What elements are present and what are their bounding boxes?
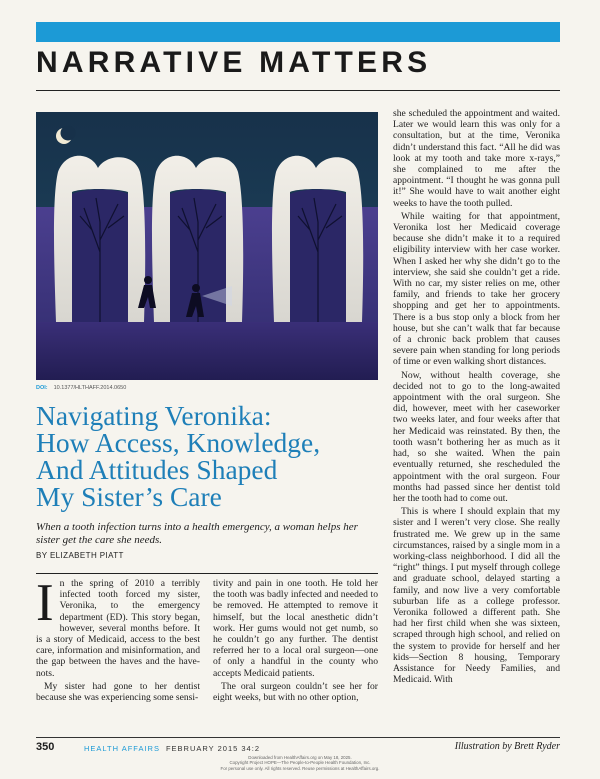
article-illustration — [36, 112, 378, 380]
paragraph: The oral surgeon couldn’t see her for eight weeks, but with no other option, — [213, 680, 378, 704]
byline-divider — [36, 573, 378, 574]
title-line: Navigating Veronika: — [36, 400, 272, 431]
copyright-notice: Copyright Project HOPE—The People-to-People Health Foundation, Inc. — [229, 760, 371, 765]
paragraph: tivity and pain in one tooth. He told her the tooth was badly infected and needed to be removed. He attempted to remove it himself, but the local anesthetic didn’t work. Her gums would not get numb, so he couldn’t go any further. The dentist referred her to a local oral surgeon—one of only a handful in the county who accepts Medicaid patients. — [213, 578, 378, 679]
title-line: My Sister’s Care — [36, 481, 222, 512]
column-3 — [393, 108, 560, 687]
paragraph: In the spring of 2010 a terribly infected tooth forced my sister, Veronika, to the emergency department (ED). This story began, however, several months before. It is a story of Medicaid, access to the best care, information and misinformation, and the gap between the haves and the have-nots. — [36, 574, 200, 679]
download-notice: Downloaded from HealthAffairs.org on May 18, 2025. — [248, 755, 352, 760]
page-number: 350 — [36, 741, 55, 753]
byline: BY ELIZABETH PIATT — [36, 551, 124, 560]
illustration-credit: Illustration by Brett Ryder — [454, 741, 560, 752]
header-accent-bar — [36, 22, 560, 42]
drop-cap: I — [36, 574, 54, 632]
column-2 — [213, 578, 378, 705]
column-1 — [36, 574, 200, 705]
title-divider — [36, 90, 560, 91]
title-line: And Attitudes Shaped — [36, 454, 278, 485]
paragraph: Now, without health coverage, she decided not to go to the long-awaited appointment with the oral surgeon. She did, however, meet with her caseworker two weeks later, and four weeks after that her Medicaid was reinstated. By then, the tooth wasn’t bothering her as much as it had, so she waited. When the pain eventually returned, she rescheduled the appointment with the oral surgeon. Four months had passed since her dentist told her the tooth had to come out. — [393, 369, 560, 504]
doi-line — [36, 385, 126, 391]
section-title: NARRATIVE MATTERS — [36, 46, 432, 79]
article-title — [36, 402, 381, 510]
doi-value: 10.1377/HLTHAFF.2014.0650 — [53, 385, 127, 391]
usage-notice: For personal use only. All rights reserved. Reuse permissions at HealthAffairs.org. — [220, 766, 380, 771]
journal-info — [84, 744, 260, 753]
footer-divider — [36, 737, 560, 738]
title-line: How Access, Knowledge, — [36, 427, 321, 458]
paragraph: While waiting for that appointment, Veronika lost her Medicaid coverage because she didn’t make it to a required eligibility interview with her case worker. When I asked her why she didn’t go to the interview, she said she couldn’t get a ride. With no car, my sister relies on me, other family, and friends to take her grocery shopping and get her to appointments. There is a bus stop only a block from her house, but she can’t walk that far because of a chronic back problem that causes severe pain when standing for long periods of time or even walking short distances. — [393, 210, 560, 368]
journal-name: HEALTH AFFAIRS — [84, 744, 160, 753]
article-dek: When a tooth infection turns into a health emergency, a woman helps her sister get the care she needs. — [36, 521, 358, 546]
paragraph: My sister had gone to her dentist because she was experiencing some sensi- — [36, 680, 200, 704]
issue-date: FEBRUARY 2015 34:2 — [165, 744, 260, 753]
doi-label: DOI: — [36, 385, 48, 391]
paragraph: she scheduled the appointment and waited. Later we would learn this was only for a consultation, but at the time, Veronika didn’t understand this fact. “All he did was look at my tooth and take more x-rays,” she complained to me after the appointment. “I thought he was gonna pull it!” She would have to wait another eight weeks to have the tooth pulled. — [393, 108, 560, 209]
paragraph: This is where I should explain that my sister and I weren’t very close. She really frustrated me. We grew up in the same circumstances, raised by a single mom in a working-class neighborhood. I did all the “right” things. I put myself through college and graduate school, delayed starting a family, and now live a very comfortable suburban life as a college professor. Veronika followed a different path. She had her first child when she was sixteen, scraped through high school, and relied on the system to provide for herself and her kids—Section 8 housing, Temporary Assistance for Needy Families, and Medicaid. With — [393, 506, 560, 686]
